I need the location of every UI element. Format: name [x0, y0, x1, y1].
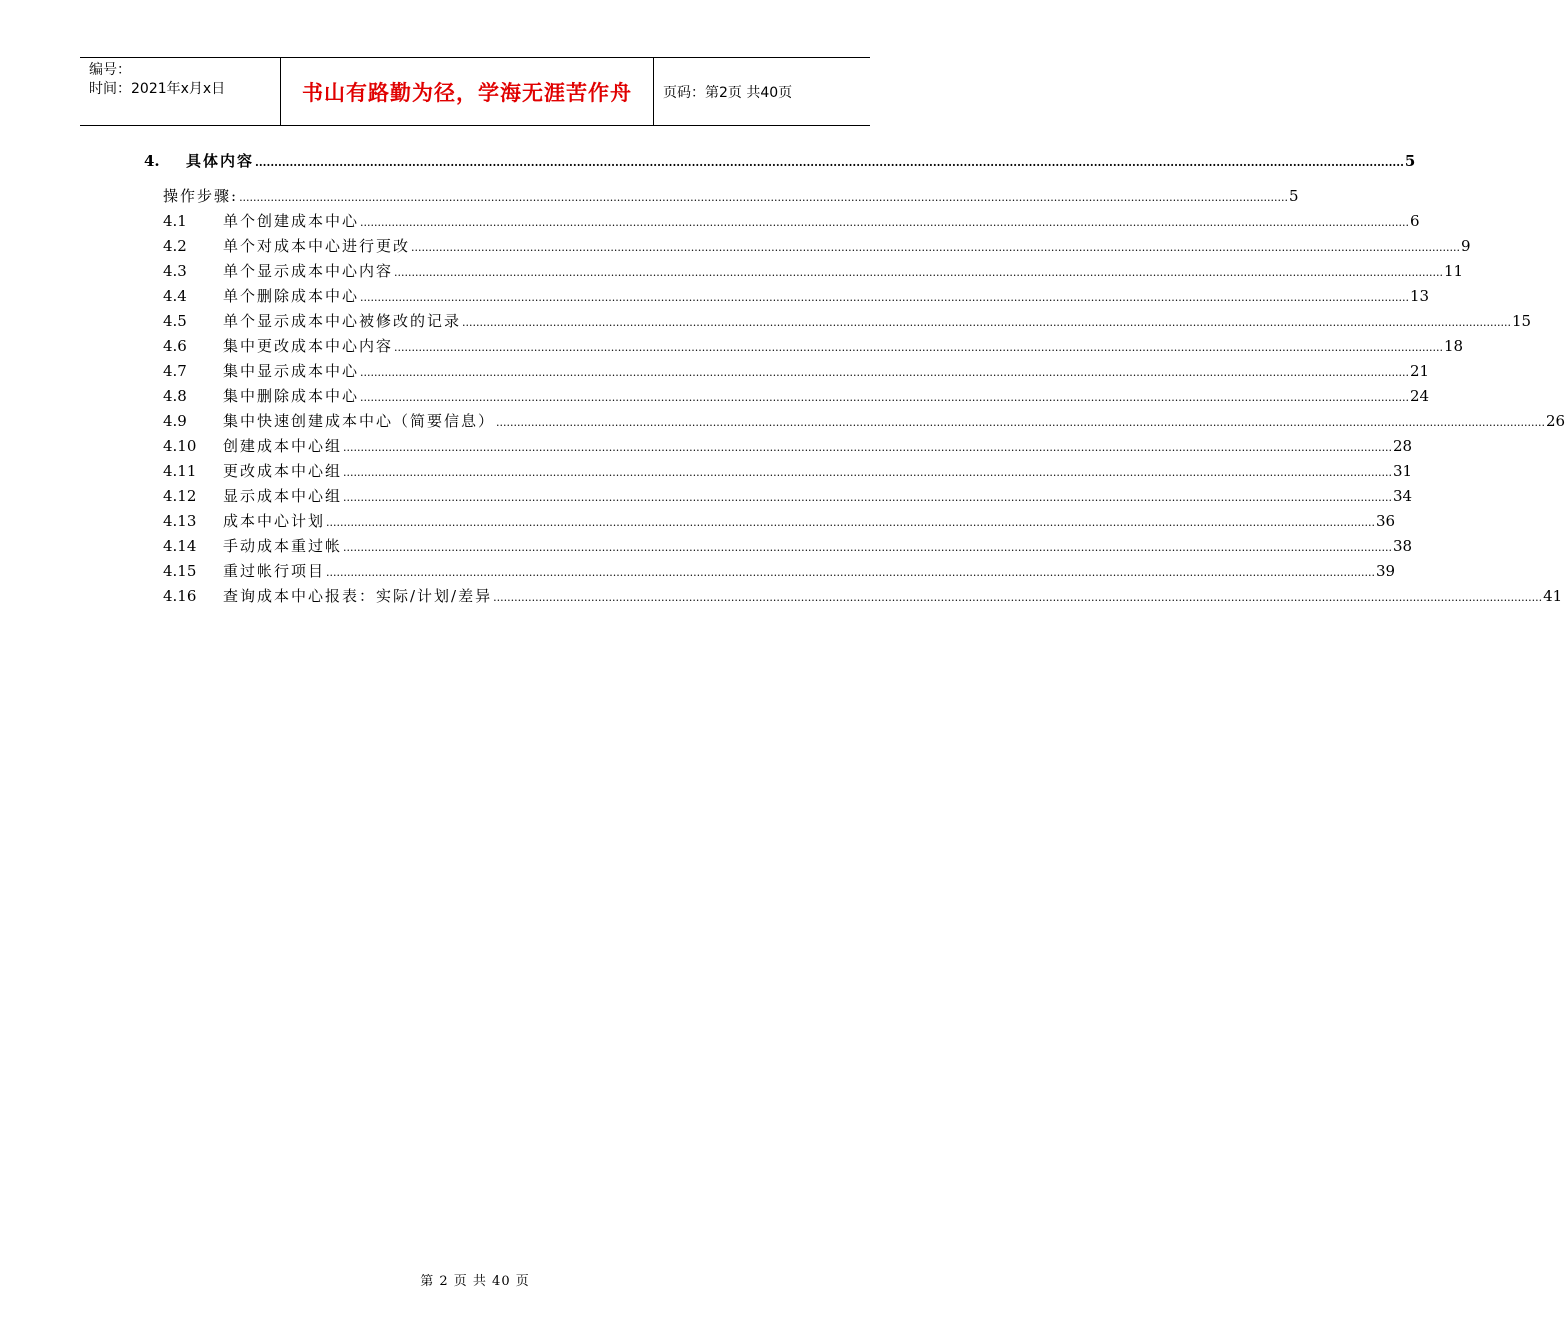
toc-item-title: 单个删除成本中心: [223, 287, 360, 305]
toc-item[interactable]: [163, 358, 1430, 380]
toc-leader: ............................................................................................................................................................................................................................................................................................................: [326, 516, 1375, 529]
page-header: [80, 57, 870, 126]
toc-item-page: 38: [1393, 537, 1413, 555]
number-label: 编号：: [89, 62, 131, 78]
header-motto: 书山有路勤为径，学海无涯苦作舟: [281, 58, 654, 125]
toc-item-page: 24: [1410, 387, 1430, 405]
toc-item-number: 4.2: [163, 237, 187, 255]
toc-item-page: 15: [1512, 312, 1532, 330]
toc-item-number: 4.5: [163, 312, 187, 330]
toc-item-number: 4.8: [163, 387, 187, 405]
toc-item[interactable]: [163, 508, 1396, 530]
toc-item-title: 成本中心计划: [223, 512, 326, 530]
toc-item[interactable]: [163, 308, 1532, 330]
toc-leader: ............................................................................................................................................................................................................................................................................................................: [360, 391, 1409, 404]
toc-item[interactable]: [163, 583, 1563, 605]
toc-item-title: 重过帐行项目: [223, 562, 326, 580]
toc-item-number: 4.6: [163, 337, 187, 355]
toc-item-page: 39: [1376, 562, 1396, 580]
toc-item-number: 4.10: [163, 437, 197, 455]
toc-entry-number: 4.: [144, 152, 160, 170]
toc-item-title: 显示成本中心组: [223, 487, 343, 505]
toc-item[interactable]: [163, 483, 1413, 505]
toc-leader: ............................................................................................................................................................................................................................................................................................................: [343, 441, 1392, 454]
toc-item[interactable]: [163, 558, 1396, 580]
header-meta: [80, 58, 281, 125]
toc-item[interactable]: [163, 458, 1413, 480]
toc-leader: ............................................................................................................................................................................................................................................................................................................: [343, 466, 1392, 479]
toc-item[interactable]: [163, 283, 1430, 305]
toc-leader: ............................................................................................................................................................................................................................................................................................................: [493, 591, 1543, 604]
toc-item-number: 4.13: [163, 512, 197, 530]
toc-item[interactable]: [163, 533, 1413, 555]
toc-item[interactable]: [163, 408, 1565, 430]
toc-item-title: 单个显示成本中心内容: [223, 262, 394, 280]
toc-item-page: 26: [1546, 412, 1565, 430]
toc-entry-page: 5: [1289, 187, 1299, 205]
toc-steps-entry[interactable]: [163, 183, 1299, 205]
toc-item-number: 4.11: [163, 462, 197, 480]
toc-leader: ............................................................................................................................................................................................................................................................................................................: [343, 491, 1392, 504]
toc-item-title: 单个对成本中心进行更改: [223, 237, 411, 255]
toc-leader: ............................................................................................................................................................................................................................................................................................................: [496, 416, 1545, 429]
toc-leader: ............................................................................................................................................................................................................................................................................................................: [326, 566, 1375, 579]
toc-item-page: 31: [1393, 462, 1413, 480]
toc-leader: ............................................................................................................................................................................................................................................................................................................: [360, 291, 1409, 304]
toc-item-title: 单个创建成本中心: [223, 212, 360, 230]
toc-item-title: 手动成本重过帐: [223, 537, 343, 555]
toc-item[interactable]: [163, 433, 1413, 455]
page-footer: 第 2 页 共 40 页: [420, 1274, 530, 1289]
toc-item[interactable]: [163, 383, 1430, 405]
toc-item-number: 4.16: [163, 587, 197, 605]
toc-item-title: 集中快速创建成本中心（简要信息）: [223, 412, 496, 430]
toc-leader: ............................................................................................................................................................................................................................................................................................................: [239, 191, 1289, 204]
toc-entry-page: 5: [1404, 152, 1416, 170]
toc-leader: ............................................................................................................................................................................................................................................................................................................: [360, 366, 1409, 379]
toc-item[interactable]: [163, 208, 1420, 230]
toc-item-page: 9: [1461, 237, 1471, 255]
toc-leader: ............................................................................................................................................................................................................................................................................................................: [394, 266, 1443, 279]
toc-item-number: 4.12: [163, 487, 197, 505]
toc-leader: ............................................................................................................................................................................................................................................................................................................: [394, 341, 1443, 354]
toc-leader: ............................................................................................................................................................................................................................................................................................................: [462, 316, 1511, 329]
toc-item[interactable]: [163, 333, 1464, 355]
toc-leader: ............................................................................................................................................................................................................................................................................................................: [343, 541, 1392, 554]
toc-item[interactable]: [163, 258, 1464, 280]
toc-item-number: 4.4: [163, 287, 187, 305]
toc-item-page: 28: [1393, 437, 1413, 455]
toc-item-number: 4.1: [163, 212, 187, 230]
header-page-info: 页码：第2页 共40页: [663, 84, 793, 101]
date-label: 时间：2021年x月x日: [89, 81, 226, 97]
toc-item-title: 查询成本中心报表：实际/计划/差异: [223, 587, 493, 605]
toc-item-title: 单个显示成本中心被修改的记录: [223, 312, 462, 330]
toc-item-page: 21: [1410, 362, 1430, 380]
toc-leader: ............................................................................................................................................................................................................................................................................................................: [411, 241, 1460, 254]
toc-entry-title: 具体内容: [186, 152, 255, 170]
toc-leader: ............................................................................................................................................................................................................................................................................................................: [360, 216, 1409, 229]
toc-leader: ............................................................................................................................................................................................................................................................................................................: [255, 156, 1404, 169]
toc-item-title: 集中删除成本中心: [223, 387, 360, 405]
toc-item-title: 集中显示成本中心: [223, 362, 360, 380]
toc-item[interactable]: [163, 233, 1471, 255]
toc-item-number: 4.9: [163, 412, 187, 430]
toc-item-page: 41: [1543, 587, 1563, 605]
toc-item-title: 更改成本中心组: [223, 462, 343, 480]
toc-item-title: 创建成本中心组: [223, 437, 343, 455]
toc-item-number: 4.14: [163, 537, 197, 555]
toc-entry-title: 操作步骤:: [163, 187, 239, 205]
toc-item-number: 4.15: [163, 562, 197, 580]
toc-item-page: 6: [1410, 212, 1420, 230]
toc-item-page: 13: [1410, 287, 1430, 305]
toc-main-entry[interactable]: [144, 148, 1416, 170]
toc-item-page: 36: [1376, 512, 1396, 530]
toc-item-page: 18: [1444, 337, 1464, 355]
toc-item-number: 4.3: [163, 262, 187, 280]
toc-item-page: 11: [1444, 262, 1464, 280]
toc-item-number: 4.7: [163, 362, 187, 380]
toc-item-page: 34: [1393, 487, 1413, 505]
toc-item-title: 集中更改成本中心内容: [223, 337, 394, 355]
